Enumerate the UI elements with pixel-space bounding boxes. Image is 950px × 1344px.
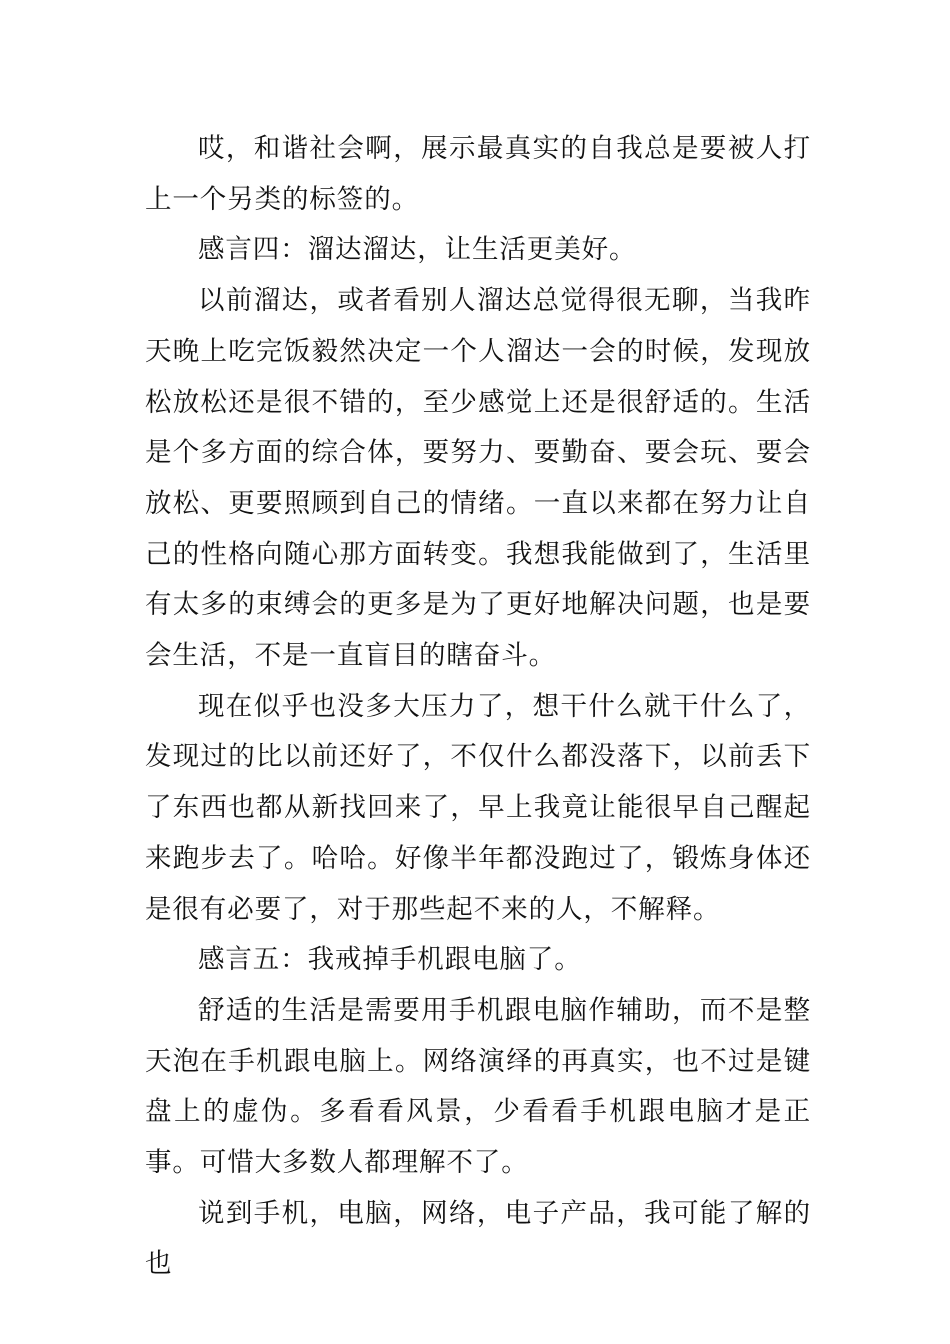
heading-reflection-five: 感言五：我戒掉手机跟电脑了。 xyxy=(198,944,582,976)
heading-reflection-four: 感言四：溜达溜达，让生活更美好。 xyxy=(198,234,637,266)
paragraph-strolling: 以前溜达，或者看别人溜达总觉得很无聊，当我昨天晚上吃完饭毅然决定一个人溜达一会的时候，发现放松放松还是很不错的，至少感觉上还是很舒适的。生活是个多方面的综合体，要努力、要勤奋、要会玩、要会放松、更要照顾到自己的情绪。一直以来都在努力让自己的性格向随心那方面转变。我想我能做到了，生活里有太多的束缚会的更多是为了更好地解决问题，也是要会生活，不是一直盲目的瞎奋斗。 xyxy=(145,285,811,672)
paragraph-no-pressure: 现在似乎也没多大压力了，想干什么就干什么了，发现过的比以前还好了，不仅什么都没落下，以前丢下了东西也都从新找回来了，早上我竟让能很早自己醒起来跑步去了。哈哈。好像半年都没跑过了，锻炼身体还是很有必要了，对于那些起不来的人，不解释。 xyxy=(145,690,811,925)
paragraph-harmony: 哎，和谐社会啊，展示最真实的自我总是要被人打上一个另类的标签的。 xyxy=(145,133,811,215)
document-body xyxy=(145,124,811,1290)
paragraph-electronics: 说到手机，电脑，网络，电子产品，我可能了解的也 xyxy=(145,1197,811,1280)
paragraph-comfortable-life: 舒适的生活是需要用手机跟电脑作辅助，而不是整天泡在手机跟电脑上。网络演绎的再真实，也不过是键盘上的虚伪。多看看风景，少看看手机跟电脑才是正事。可惜大多数人都理解不了。 xyxy=(145,994,811,1179)
